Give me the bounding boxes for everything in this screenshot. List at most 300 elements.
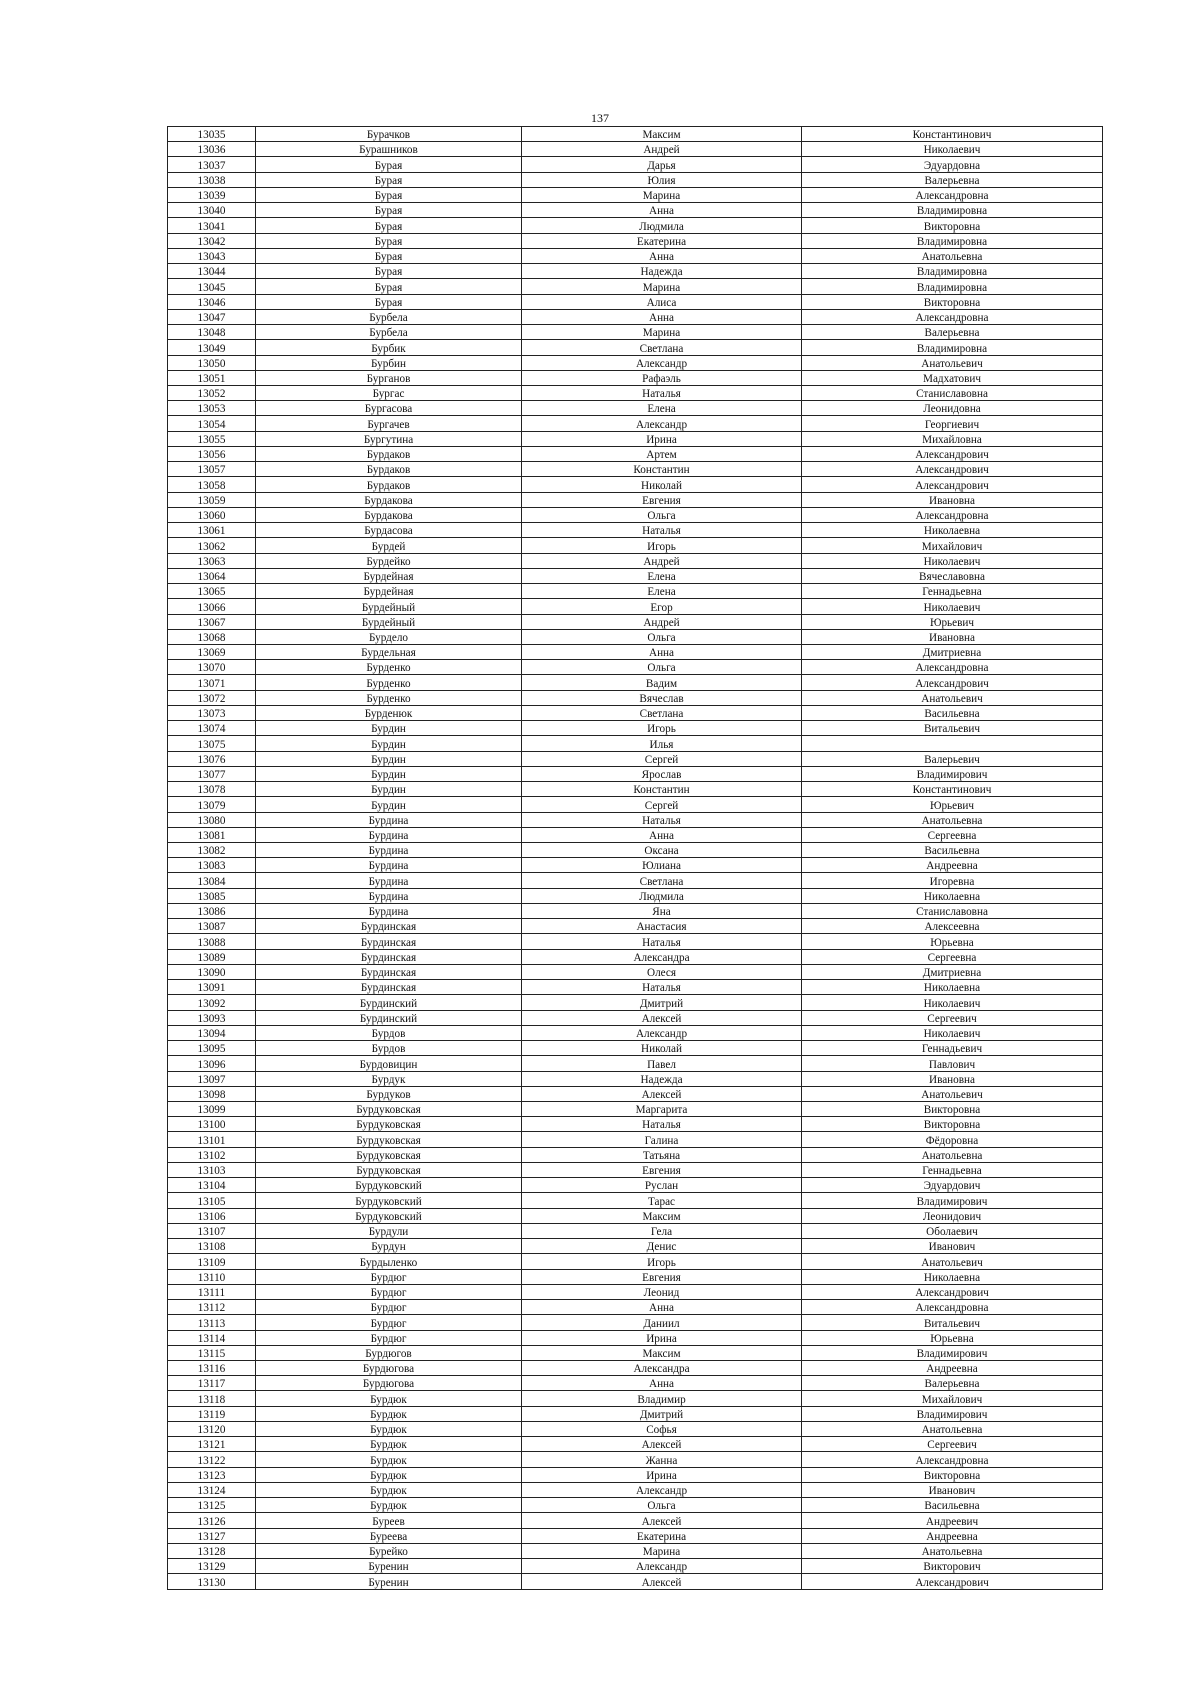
last-name-cell: Бурдов xyxy=(256,1025,522,1040)
last-name-cell: Бурдюк xyxy=(256,1498,522,1513)
table-row xyxy=(168,1269,1103,1284)
row-number-cell: 13091 xyxy=(168,980,256,995)
patronymic-cell: Леонидович xyxy=(802,1208,1103,1223)
patronymic-cell: Васильевна xyxy=(802,1498,1103,1513)
row-number-cell: 13066 xyxy=(168,599,256,614)
table-row xyxy=(168,157,1103,172)
patronymic-cell: Владимировна xyxy=(802,264,1103,279)
first-name-cell: Константин xyxy=(522,782,802,797)
first-name-cell: Максим xyxy=(522,1208,802,1223)
last-name-cell: Бурбик xyxy=(256,340,522,355)
row-number-cell: 13042 xyxy=(168,233,256,248)
patronymic-cell: Васильевна xyxy=(802,843,1103,858)
table-row xyxy=(168,1102,1103,1117)
row-number-cell: 13061 xyxy=(168,523,256,538)
first-name-cell: Алексей xyxy=(522,1010,802,1025)
first-name-cell: Наталья xyxy=(522,980,802,995)
last-name-cell: Бурдюк xyxy=(256,1437,522,1452)
table-row xyxy=(168,721,1103,736)
first-name-cell: Дмитрий xyxy=(522,1406,802,1421)
patronymic-cell: Анатольевна xyxy=(802,248,1103,263)
first-name-cell: Ярослав xyxy=(522,766,802,781)
last-name-cell: Бурдуковский xyxy=(256,1178,522,1193)
last-name-cell: Бурдакова xyxy=(256,492,522,507)
patronymic-cell: Николаевич xyxy=(802,599,1103,614)
table-row xyxy=(168,1345,1103,1360)
first-name-cell: Светлана xyxy=(522,340,802,355)
last-name-cell: Бурдейная xyxy=(256,568,522,583)
table-row xyxy=(168,431,1103,446)
last-name-cell: Бурденко xyxy=(256,675,522,690)
last-name-cell: Бурдюгова xyxy=(256,1376,522,1391)
row-number-cell: 13110 xyxy=(168,1269,256,1284)
patronymic-cell: Витальевич xyxy=(802,1315,1103,1330)
patronymic-cell: Юрьевич xyxy=(802,614,1103,629)
last-name-cell: Бурая xyxy=(256,279,522,294)
patronymic-cell: Николаевна xyxy=(802,980,1103,995)
last-name-cell: Бурдаков xyxy=(256,477,522,492)
last-name-cell: Бурдюгова xyxy=(256,1360,522,1375)
table-row xyxy=(168,1086,1103,1101)
first-name-cell: Евгения xyxy=(522,1162,802,1177)
last-name-cell: Бурдуковская xyxy=(256,1162,522,1177)
patronymic-cell: Ивановна xyxy=(802,492,1103,507)
last-name-cell: Бурдакова xyxy=(256,507,522,522)
row-number-cell: 13059 xyxy=(168,492,256,507)
table-row xyxy=(168,507,1103,522)
last-name-cell: Бурдин xyxy=(256,751,522,766)
row-number-cell: 13058 xyxy=(168,477,256,492)
row-number-cell: 13083 xyxy=(168,858,256,873)
table-row xyxy=(168,1178,1103,1193)
last-name-cell: Бурдинский xyxy=(256,995,522,1010)
patronymic-cell: Александрович xyxy=(802,462,1103,477)
patronymic-cell: Геннадьевич xyxy=(802,1041,1103,1056)
last-name-cell: Бурдаков xyxy=(256,446,522,461)
table-row xyxy=(168,629,1103,644)
first-name-cell: Александр xyxy=(522,1025,802,1040)
patronymic-cell: Владимировна xyxy=(802,233,1103,248)
first-name-cell: Александра xyxy=(522,1360,802,1375)
patronymic-cell: Леонидовна xyxy=(802,401,1103,416)
row-number-cell: 13109 xyxy=(168,1254,256,1269)
patronymic-cell: Николаевич xyxy=(802,553,1103,568)
last-name-cell: Бурдинская xyxy=(256,980,522,995)
first-name-cell: Надежда xyxy=(522,1071,802,1086)
first-name-cell: Игорь xyxy=(522,538,802,553)
first-name-cell: Екатерина xyxy=(522,1528,802,1543)
row-number-cell: 13088 xyxy=(168,934,256,949)
registry-body xyxy=(168,127,1103,1590)
patronymic-cell xyxy=(802,736,1103,751)
row-number-cell: 13062 xyxy=(168,538,256,553)
table-row xyxy=(168,218,1103,233)
table-row xyxy=(168,1467,1103,1482)
table-row xyxy=(168,1284,1103,1299)
first-name-cell: Александр xyxy=(522,1559,802,1574)
last-name-cell: Бурдюг xyxy=(256,1284,522,1299)
first-name-cell: Евгения xyxy=(522,1269,802,1284)
last-name-cell: Бурдюк xyxy=(256,1406,522,1421)
table-row xyxy=(168,675,1103,690)
last-name-cell: Бурденюк xyxy=(256,705,522,720)
row-number-cell: 13053 xyxy=(168,401,256,416)
row-number-cell: 13114 xyxy=(168,1330,256,1345)
table-row xyxy=(168,584,1103,599)
last-name-cell: Бурдина xyxy=(256,888,522,903)
first-name-cell: Анна xyxy=(522,309,802,324)
last-name-cell: Бурдина xyxy=(256,873,522,888)
first-name-cell: Людмила xyxy=(522,218,802,233)
last-name-cell: Бурая xyxy=(256,248,522,263)
patronymic-cell: Сергеевич xyxy=(802,1437,1103,1452)
row-number-cell: 13086 xyxy=(168,903,256,918)
last-name-cell: Бургас xyxy=(256,385,522,400)
row-number-cell: 13101 xyxy=(168,1132,256,1147)
first-name-cell: Илья xyxy=(522,736,802,751)
table-row xyxy=(168,523,1103,538)
patronymic-cell: Михайлович xyxy=(802,1391,1103,1406)
last-name-cell: Буренин xyxy=(256,1574,522,1589)
row-number-cell: 13126 xyxy=(168,1513,256,1528)
first-name-cell: Анна xyxy=(522,1376,802,1391)
row-number-cell: 13070 xyxy=(168,660,256,675)
last-name-cell: Буренин xyxy=(256,1559,522,1574)
patronymic-cell: Алексеевна xyxy=(802,919,1103,934)
row-number-cell: 13105 xyxy=(168,1193,256,1208)
patronymic-cell: Мадхатович xyxy=(802,370,1103,385)
table-row xyxy=(168,1498,1103,1513)
patronymic-cell: Фёдоровна xyxy=(802,1132,1103,1147)
first-name-cell: Софья xyxy=(522,1421,802,1436)
patronymic-cell: Анатольевна xyxy=(802,1543,1103,1558)
last-name-cell: Бурдуковский xyxy=(256,1193,522,1208)
patronymic-cell: Оболаевич xyxy=(802,1223,1103,1238)
patronymic-cell: Анатольевич xyxy=(802,355,1103,370)
first-name-cell: Вячеслав xyxy=(522,690,802,705)
row-number-cell: 13100 xyxy=(168,1117,256,1132)
first-name-cell: Жанна xyxy=(522,1452,802,1467)
last-name-cell: Бурбела xyxy=(256,309,522,324)
table-row xyxy=(168,1025,1103,1040)
table-row xyxy=(168,1513,1103,1528)
row-number-cell: 13087 xyxy=(168,919,256,934)
table-row xyxy=(168,705,1103,720)
first-name-cell: Юлиана xyxy=(522,858,802,873)
row-number-cell: 13120 xyxy=(168,1421,256,1436)
first-name-cell: Андрей xyxy=(522,553,802,568)
patronymic-cell: Андреевна xyxy=(802,1360,1103,1375)
row-number-cell: 13084 xyxy=(168,873,256,888)
patronymic-cell: Валерьевна xyxy=(802,325,1103,340)
last-name-cell: Бурая xyxy=(256,264,522,279)
patronymic-cell: Станиславовна xyxy=(802,385,1103,400)
row-number-cell: 13079 xyxy=(168,797,256,812)
first-name-cell: Алексей xyxy=(522,1086,802,1101)
last-name-cell: Бурдей xyxy=(256,538,522,553)
first-name-cell: Леонид xyxy=(522,1284,802,1299)
table-row xyxy=(168,843,1103,858)
last-name-cell: Бурдейный xyxy=(256,614,522,629)
table-row xyxy=(168,934,1103,949)
table-row xyxy=(168,1193,1103,1208)
last-name-cell: Бурдинский xyxy=(256,1010,522,1025)
table-row xyxy=(168,446,1103,461)
table-row xyxy=(168,1132,1103,1147)
last-name-cell: Бурдин xyxy=(256,782,522,797)
patronymic-cell: Эдуардовна xyxy=(802,157,1103,172)
last-name-cell: Бурдин xyxy=(256,766,522,781)
first-name-cell: Ольга xyxy=(522,1498,802,1513)
last-name-cell: Бурая xyxy=(256,157,522,172)
table-row xyxy=(168,233,1103,248)
table-row xyxy=(168,1239,1103,1254)
last-name-cell: Бурая xyxy=(256,294,522,309)
first-name-cell: Анна xyxy=(522,248,802,263)
patronymic-cell: Владимирович xyxy=(802,1406,1103,1421)
patronymic-cell: Владимирович xyxy=(802,1345,1103,1360)
table-row xyxy=(168,980,1103,995)
first-name-cell: Юлия xyxy=(522,172,802,187)
table-row xyxy=(168,690,1103,705)
last-name-cell: Бурдыленко xyxy=(256,1254,522,1269)
last-name-cell: Бурдук xyxy=(256,1071,522,1086)
first-name-cell: Олеся xyxy=(522,964,802,979)
row-number-cell: 13050 xyxy=(168,355,256,370)
row-number-cell: 13122 xyxy=(168,1452,256,1467)
last-name-cell: Бурдов xyxy=(256,1041,522,1056)
patronymic-cell: Дмитриевна xyxy=(802,644,1103,659)
table-row xyxy=(168,1254,1103,1269)
last-name-cell: Бурдюг xyxy=(256,1269,522,1284)
first-name-cell: Екатерина xyxy=(522,233,802,248)
patronymic-cell: Ивановна xyxy=(802,629,1103,644)
patronymic-cell: Андреевна xyxy=(802,858,1103,873)
table-row xyxy=(168,1315,1103,1330)
patronymic-cell: Викторовна xyxy=(802,294,1103,309)
table-row xyxy=(168,1391,1103,1406)
row-number-cell: 13118 xyxy=(168,1391,256,1406)
patronymic-cell: Михайлович xyxy=(802,538,1103,553)
table-row xyxy=(168,827,1103,842)
patronymic-cell: Иванович xyxy=(802,1482,1103,1497)
row-number-cell: 13098 xyxy=(168,1086,256,1101)
last-name-cell: Бурдюг xyxy=(256,1315,522,1330)
first-name-cell: Дарья xyxy=(522,157,802,172)
row-number-cell: 13044 xyxy=(168,264,256,279)
first-name-cell: Марина xyxy=(522,325,802,340)
row-number-cell: 13094 xyxy=(168,1025,256,1040)
first-name-cell: Николай xyxy=(522,477,802,492)
last-name-cell: Бурдинская xyxy=(256,919,522,934)
patronymic-cell: Владимировна xyxy=(802,279,1103,294)
patronymic-cell: Валерьевна xyxy=(802,172,1103,187)
row-number-cell: 13074 xyxy=(168,721,256,736)
last-name-cell: Бурдинская xyxy=(256,964,522,979)
last-name-cell: Бурдуковская xyxy=(256,1132,522,1147)
row-number-cell: 13045 xyxy=(168,279,256,294)
patronymic-cell: Александрович xyxy=(802,477,1103,492)
patronymic-cell: Васильевна xyxy=(802,705,1103,720)
last-name-cell: Бурдина xyxy=(256,827,522,842)
row-number-cell: 13111 xyxy=(168,1284,256,1299)
last-name-cell: Бурейко xyxy=(256,1543,522,1558)
row-number-cell: 13085 xyxy=(168,888,256,903)
row-number-cell: 13048 xyxy=(168,325,256,340)
table-row xyxy=(168,919,1103,934)
last-name-cell: Бурдасова xyxy=(256,523,522,538)
row-number-cell: 13129 xyxy=(168,1559,256,1574)
table-row xyxy=(168,1056,1103,1071)
row-number-cell: 13076 xyxy=(168,751,256,766)
patronymic-cell: Александрович xyxy=(802,446,1103,461)
row-number-cell: 13037 xyxy=(168,157,256,172)
first-name-cell: Сергей xyxy=(522,797,802,812)
first-name-cell: Константин xyxy=(522,462,802,477)
first-name-cell: Денис xyxy=(522,1239,802,1254)
table-row xyxy=(168,1117,1103,1132)
patronymic-cell: Викторовна xyxy=(802,1467,1103,1482)
last-name-cell: Бурдина xyxy=(256,812,522,827)
row-number-cell: 13108 xyxy=(168,1239,256,1254)
row-number-cell: 13119 xyxy=(168,1406,256,1421)
row-number-cell: 13117 xyxy=(168,1376,256,1391)
table-row xyxy=(168,782,1103,797)
row-number-cell: 13069 xyxy=(168,644,256,659)
table-row xyxy=(168,309,1103,324)
patronymic-cell: Александровна xyxy=(802,187,1103,202)
first-name-cell: Егор xyxy=(522,599,802,614)
row-number-cell: 13112 xyxy=(168,1300,256,1315)
row-number-cell: 13063 xyxy=(168,553,256,568)
first-name-cell: Дмитрий xyxy=(522,995,802,1010)
row-number-cell: 13080 xyxy=(168,812,256,827)
table-row xyxy=(168,1147,1103,1162)
first-name-cell: Алексей xyxy=(522,1513,802,1528)
first-name-cell: Максим xyxy=(522,1345,802,1360)
last-name-cell: Бурдуковская xyxy=(256,1117,522,1132)
table-row xyxy=(168,370,1103,385)
table-row xyxy=(168,203,1103,218)
row-number-cell: 13057 xyxy=(168,462,256,477)
table-row xyxy=(168,797,1103,812)
patronymic-cell: Сергеевна xyxy=(802,949,1103,964)
last-name-cell: Бурачков xyxy=(256,127,522,142)
first-name-cell: Надежда xyxy=(522,264,802,279)
table-row xyxy=(168,599,1103,614)
first-name-cell: Анастасия xyxy=(522,919,802,934)
last-name-cell: Бурдельная xyxy=(256,644,522,659)
first-name-cell: Александра xyxy=(522,949,802,964)
patronymic-cell: Александрович xyxy=(802,1284,1103,1299)
row-number-cell: 13072 xyxy=(168,690,256,705)
table-row xyxy=(168,355,1103,370)
last-name-cell: Буреева xyxy=(256,1528,522,1543)
first-name-cell: Андрей xyxy=(522,142,802,157)
row-number-cell: 13106 xyxy=(168,1208,256,1223)
first-name-cell: Даниил xyxy=(522,1315,802,1330)
patronymic-cell: Юрьевна xyxy=(802,1330,1103,1345)
patronymic-cell: Анатольевич xyxy=(802,1254,1103,1269)
first-name-cell: Алексей xyxy=(522,1574,802,1589)
first-name-cell: Оксана xyxy=(522,843,802,858)
patronymic-cell: Валерьевич xyxy=(802,751,1103,766)
row-number-cell: 13051 xyxy=(168,370,256,385)
patronymic-cell: Владимирович xyxy=(802,766,1103,781)
last-name-cell: Бурая xyxy=(256,218,522,233)
last-name-cell: Бурдюк xyxy=(256,1482,522,1497)
table-row xyxy=(168,888,1103,903)
row-number-cell: 13127 xyxy=(168,1528,256,1543)
table-row xyxy=(168,142,1103,157)
row-number-cell: 13096 xyxy=(168,1056,256,1071)
last-name-cell: Бурдюгов xyxy=(256,1345,522,1360)
patronymic-cell: Николаевич xyxy=(802,142,1103,157)
patronymic-cell: Михайловна xyxy=(802,431,1103,446)
table-row xyxy=(168,1300,1103,1315)
row-number-cell: 13089 xyxy=(168,949,256,964)
patronymic-cell: Константинович xyxy=(802,127,1103,142)
patronymic-cell: Сергеевна xyxy=(802,827,1103,842)
patronymic-cell: Геннадьевна xyxy=(802,1162,1103,1177)
row-number-cell: 13116 xyxy=(168,1360,256,1375)
last-name-cell: Бурганов xyxy=(256,370,522,385)
table-row xyxy=(168,1376,1103,1391)
row-number-cell: 13067 xyxy=(168,614,256,629)
first-name-cell: Гела xyxy=(522,1223,802,1238)
first-name-cell: Ирина xyxy=(522,1467,802,1482)
first-name-cell: Ирина xyxy=(522,431,802,446)
row-number-cell: 13060 xyxy=(168,507,256,522)
table-row xyxy=(168,385,1103,400)
table-row xyxy=(168,1482,1103,1497)
last-name-cell: Бурдина xyxy=(256,903,522,918)
last-name-cell: Бурая xyxy=(256,203,522,218)
patronymic-cell: Андреевна xyxy=(802,1528,1103,1543)
row-number-cell: 13038 xyxy=(168,172,256,187)
first-name-cell: Вадим xyxy=(522,675,802,690)
table-row xyxy=(168,660,1103,675)
last-name-cell: Бурдейная xyxy=(256,584,522,599)
first-name-cell: Алексей xyxy=(522,1437,802,1452)
patronymic-cell: Александровна xyxy=(802,660,1103,675)
last-name-cell: Бурденко xyxy=(256,690,522,705)
last-name-cell: Бургачев xyxy=(256,416,522,431)
table-row xyxy=(168,401,1103,416)
patronymic-cell: Валерьевна xyxy=(802,1376,1103,1391)
row-number-cell: 13090 xyxy=(168,964,256,979)
row-number-cell: 13068 xyxy=(168,629,256,644)
table-row xyxy=(168,1330,1103,1345)
row-number-cell: 13064 xyxy=(168,568,256,583)
table-row xyxy=(168,903,1103,918)
last-name-cell: Бурдюг xyxy=(256,1330,522,1345)
first-name-cell: Анна xyxy=(522,1300,802,1315)
table-row xyxy=(168,248,1103,263)
first-name-cell: Ирина xyxy=(522,1330,802,1345)
first-name-cell: Николай xyxy=(522,1041,802,1056)
first-name-cell: Яна xyxy=(522,903,802,918)
table-row xyxy=(168,477,1103,492)
last-name-cell: Буреев xyxy=(256,1513,522,1528)
patronymic-cell: Витальевич xyxy=(802,721,1103,736)
row-number-cell: 13081 xyxy=(168,827,256,842)
row-number-cell: 13113 xyxy=(168,1315,256,1330)
first-name-cell: Елена xyxy=(522,568,802,583)
row-number-cell: 13107 xyxy=(168,1223,256,1238)
patronymic-cell: Викторовна xyxy=(802,1102,1103,1117)
first-name-cell: Наталья xyxy=(522,523,802,538)
